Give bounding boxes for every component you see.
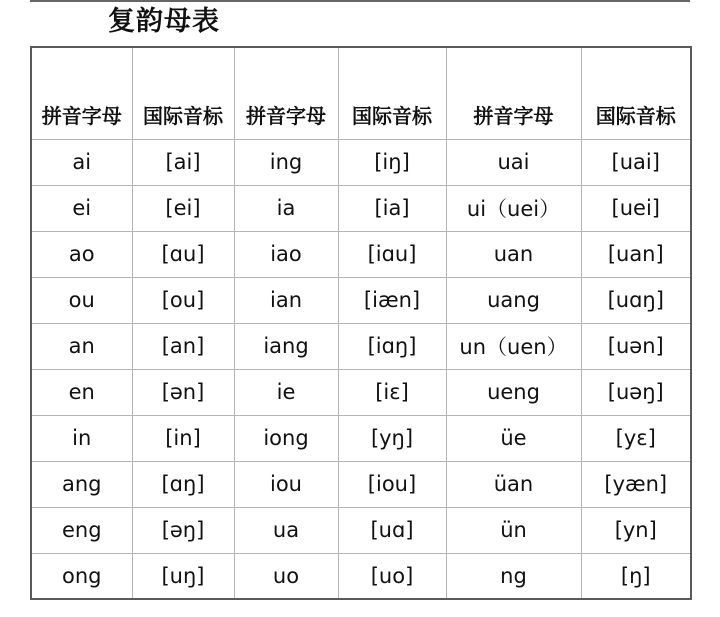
pinyin-cell: uai xyxy=(446,139,581,185)
pinyin-cell: ui（uei） xyxy=(446,185,581,231)
ipa-cell: [uŋ] xyxy=(132,553,234,599)
pinyin-cell: ang xyxy=(31,461,132,507)
ipa-cell: [uəŋ] xyxy=(581,369,691,415)
ipa-cell: [yɛ] xyxy=(581,415,691,461)
pinyin-cell: un（uen） xyxy=(446,323,581,369)
pinyin-cell: uan xyxy=(446,231,581,277)
ipa-cell: [ən] xyxy=(132,369,234,415)
ipa-cell: [yŋ] xyxy=(338,415,446,461)
pinyin-cell: ei xyxy=(31,185,132,231)
pinyin-cell: ün xyxy=(446,507,581,553)
pinyin-cell: en xyxy=(31,369,132,415)
table-row xyxy=(31,185,691,231)
ipa-cell: [uei] xyxy=(581,185,691,231)
pinyin-cell: üan xyxy=(446,461,581,507)
table-row xyxy=(31,369,691,415)
pinyin-cell: üe xyxy=(446,415,581,461)
pinyin-cell: ie xyxy=(234,369,338,415)
table-row xyxy=(31,415,691,461)
table-row xyxy=(31,139,691,185)
table-row xyxy=(31,323,691,369)
ipa-cell: [ai] xyxy=(132,139,234,185)
top-rule xyxy=(30,0,690,2)
pinyin-cell: uo xyxy=(234,553,338,599)
ipa-cell: [əŋ] xyxy=(132,507,234,553)
table-row xyxy=(31,507,691,553)
ipa-cell: [iɑu] xyxy=(338,231,446,277)
pinyin-cell: an xyxy=(31,323,132,369)
ipa-cell: [ei] xyxy=(132,185,234,231)
pinyin-cell: ai xyxy=(31,139,132,185)
pinyin-cell: iao xyxy=(234,231,338,277)
table-row xyxy=(31,231,691,277)
ipa-cell: [uan] xyxy=(581,231,691,277)
pinyin-cell: ing xyxy=(234,139,338,185)
pinyin-cell: ia xyxy=(234,185,338,231)
pinyin-cell: uang xyxy=(446,277,581,323)
pinyin-cell: eng xyxy=(31,507,132,553)
ipa-cell: [uo] xyxy=(338,553,446,599)
pinyin-cell: ou xyxy=(31,277,132,323)
pinyin-cell: ong xyxy=(31,553,132,599)
ipa-cell: [ia] xyxy=(338,185,446,231)
ipa-cell: [iæn] xyxy=(338,277,446,323)
ipa-cell: [yn] xyxy=(581,507,691,553)
table-row xyxy=(31,277,691,323)
pinyin-cell: iang xyxy=(234,323,338,369)
ipa-cell: [uən] xyxy=(581,323,691,369)
header-pinyin-1: 拼音字母 xyxy=(31,47,132,139)
pinyin-cell: ao xyxy=(31,231,132,277)
ipa-cell: [uai] xyxy=(581,139,691,185)
header-pinyin-2: 拼音字母 xyxy=(234,47,338,139)
pinyin-cell: iong xyxy=(234,415,338,461)
table-row xyxy=(31,553,691,599)
pinyin-cell: iou xyxy=(234,461,338,507)
ipa-cell: [uɑ] xyxy=(338,507,446,553)
page-title: 复韵母表 xyxy=(108,6,220,37)
ipa-cell: [ɑu] xyxy=(132,231,234,277)
ipa-cell: [iou] xyxy=(338,461,446,507)
pinyin-cell: ueng xyxy=(446,369,581,415)
ipa-cell: [ou] xyxy=(132,277,234,323)
header-pinyin-3: 拼音字母 xyxy=(446,47,581,139)
ipa-cell: [in] xyxy=(132,415,234,461)
ipa-cell: [ŋ] xyxy=(581,553,691,599)
ipa-cell: [iɛ] xyxy=(338,369,446,415)
header-ipa-3: 国际音标 xyxy=(581,47,691,139)
header-ipa-2: 国际音标 xyxy=(338,47,446,139)
ipa-cell: [ɑŋ] xyxy=(132,461,234,507)
header-row xyxy=(31,47,691,139)
table-row xyxy=(31,461,691,507)
ipa-cell: [iɑŋ] xyxy=(338,323,446,369)
pinyin-cell: in xyxy=(31,415,132,461)
ipa-cell: [iŋ] xyxy=(338,139,446,185)
pinyin-cell: ua xyxy=(234,507,338,553)
pinyin-cell: ian xyxy=(234,277,338,323)
header-ipa-1: 国际音标 xyxy=(132,47,234,139)
ipa-cell: [yæn] xyxy=(581,461,691,507)
ipa-cell: [uɑŋ] xyxy=(581,277,691,323)
compound-finals-table xyxy=(30,46,692,600)
pinyin-cell: ng xyxy=(446,553,581,599)
ipa-cell: [an] xyxy=(132,323,234,369)
